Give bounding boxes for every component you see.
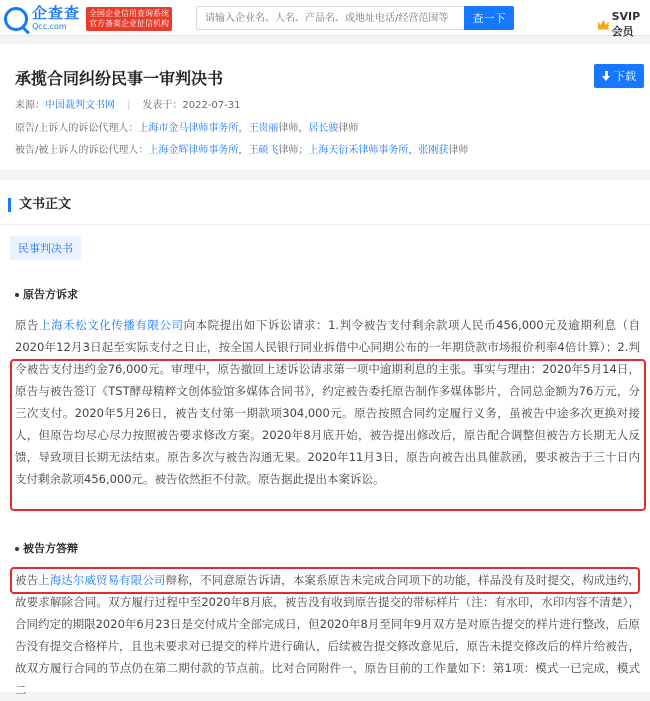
highlight-box-defense	[10, 567, 640, 594]
logo-cn: 企查查	[32, 4, 81, 22]
source-line: 来源：中国裁判文书网 | 发表于：2022-07-31	[15, 100, 241, 111]
publish-date: 2022-07-31	[182, 100, 241, 111]
document-body-card	[0, 180, 650, 697]
search-input[interactable]	[196, 6, 464, 30]
defendant-defense-heading: 被告方答辩	[15, 540, 78, 556]
document-header-card	[0, 44, 650, 170]
crown-icon	[598, 20, 609, 30]
top-bar	[0, 0, 650, 36]
magnifier-logo-icon	[4, 7, 28, 31]
defendant-agent-line: 被告/被上诉人的诉讼代理人：上海金辉律师事务所，王硕飞律师；上海天衍禾律师事务所，张刚获律师	[15, 145, 469, 156]
divider	[0, 224, 650, 225]
plaintiff-lawyer2-link[interactable]: 居长骏	[308, 123, 339, 134]
source-link[interactable]: 中国裁判文书网	[45, 100, 115, 111]
svip-link[interactable]: SVIP会员	[598, 10, 650, 39]
download-icon	[602, 71, 611, 81]
defendant-company-link[interactable]: 上海达尔威贸易有限公司	[38, 573, 166, 587]
plaintiff-claims-heading: 原告方诉求	[15, 286, 78, 302]
plaintiff-company-link[interactable]: 上海禾松文化传播有限公司	[39, 318, 184, 332]
logo-en: Qcc.com	[32, 22, 67, 31]
page-title: 承揽合同纠纷民事一审判决书	[15, 69, 224, 88]
highlight-box	[10, 359, 646, 511]
defendant-lawyer1-link[interactable]: 王硕飞	[248, 145, 279, 156]
plaintiff-claims-paragraph: 原告上海禾松文化传播有限公司向本院提出如下诉讼请求：1.判令被告支付剩余款项人民币456,000元及逾期利息（自2020年12月3日起至实际支付之日止，按全国人民银行同业拆借中心同期公布的一年期贷款市场报价利率4倍计算）；2.判令被告支付违约金76,000元。审理中，原告撤回上述诉讼请求第一项中逾期利息的主张。事实与理由：2020年5月14日，原告与被告签订《TST酵母精粹文创体验馆多媒体合同书》，约定被告委托原告制作多媒体影片，合同总金额为76万元，分三次支付。2020年5月26日，被告支付第一期款项304,000元。原告按照合同约定履行义务，虽被告中途多次更换对接人，但原告均尽心尽力按照被告要求修改方案。2020年8月底开始，被告提出修改后，原告配合调整但被告方长期无人反馈，导致项目长期无法结束。原告多次与被告沟通无果。2020年11月3日，原告向被告出具催款函，要求被告于三十日内支付剩余款项456,000元。被告依然拒不付款。原告据此提出本案诉讼。	[15, 318, 641, 486]
plaintiff-firm-link[interactable]: 上海市金马律师事务所	[138, 123, 239, 134]
plaintiff-agent-line: 原告/上诉人的诉讼代理人：上海市金马律师事务所，王贵丽律师，居长骏律师	[15, 123, 359, 134]
download-button[interactable]: 下载	[594, 64, 644, 88]
document-type-tag[interactable]: 民事判决书	[10, 236, 81, 260]
plaintiff-lawyer1-link[interactable]: 王贵丽	[248, 123, 279, 134]
logo[interactable]	[4, 6, 172, 31]
official-badge: 全国企业信用查询系统 官方备案企业征信机构	[86, 7, 172, 31]
defendant-firm2-link[interactable]: 上海天衍禾律师事务所	[308, 145, 409, 156]
defendant-firm1-link[interactable]: 上海金辉律师事务所	[148, 145, 239, 156]
defendant-defense-paragraph: 被告上海达尔威贸易有限公司辩称，不同意原告诉请，本案系原告未完成合同项下的功能，样品没有及时提交，构成违约，故要求解除合同。双方履行过程中至2020年8月底，被告没有收到原告提交的带标样片（注：有水印，水印内容不清楚），合同约定的期限2020年6月23日是交付成片全部完成日，但2020年8月至同年9月双方是对原告提交的样片进行整改，后原告没有提交合格样片，且也未要求对已提交的样片进行确认，后续被告提交修改意见后，原告未提交修改后的样片给被告，故双方履行合同的节点仍在第二期付款的节点前。比对合同附件一，原告目前的工作量如下：第1项：模式一已完成，模式二	[15, 573, 641, 697]
search-button[interactable]: 查一下	[464, 6, 514, 30]
section-title: 文书正文	[8, 198, 71, 212]
defendant-lawyer2-link[interactable]: 张刚获	[418, 145, 449, 156]
